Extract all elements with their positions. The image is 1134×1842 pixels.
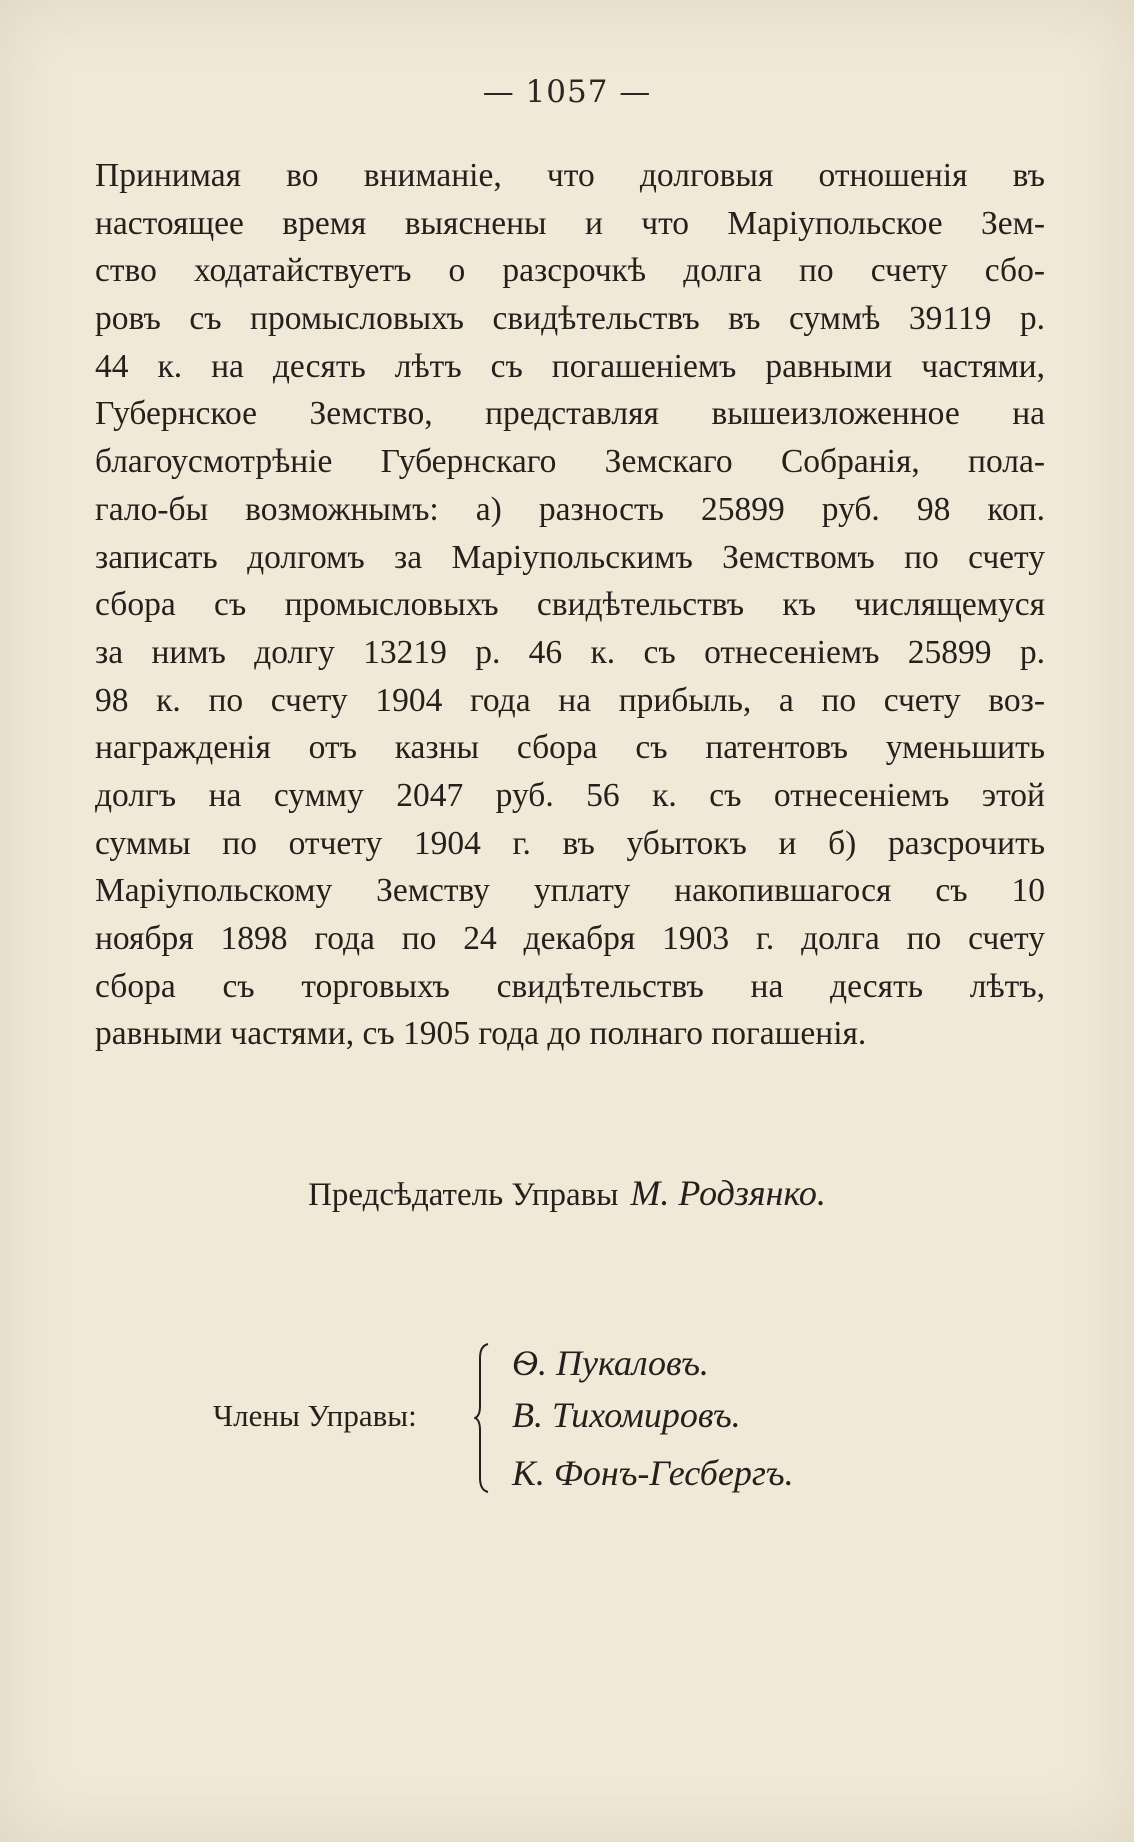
text-line: сбора съ торговыхъ свидѣтельствъ на десять лѣтъ, (95, 967, 1045, 1005)
text-line: ровъ съ промысловыхъ свидѣтельствъ въ суммѣ 39119 р. (95, 300, 1045, 338)
text-line: благоусмотрѣніе Губернскаго Земскаго Собранія, пола- (95, 443, 1045, 481)
text-line-last: равными частями, съ 1905 года до полнаго погашенія. (95, 1015, 867, 1053)
text-line: долгъ на сумму 2047 руб. 56 к. съ отнесеніемъ этой (95, 776, 1045, 814)
curly-brace-icon (474, 1342, 490, 1494)
chairman-title: Предсѣдатель Управы (308, 1177, 619, 1213)
text-line: Маріупольскому Земству уплату накопившагося съ 10 (95, 872, 1045, 910)
text-line: записать долгомъ за Маріупольскимъ Земствомъ по счету (95, 538, 1045, 576)
member-name: К. Фонъ-Гесбергъ. (512, 1453, 794, 1493)
text-line: награжденія отъ казны сбора съ патентовъ уменьшить (95, 729, 1045, 767)
member-name: В. Тихомировъ. (512, 1395, 741, 1435)
members-label: Члены Управы: (213, 1398, 417, 1433)
text-line: ство ходатайствуетъ о разсрочкѣ долга по счету сбо- (95, 252, 1045, 290)
text-line: за нимъ долгу 13219 р. 46 к. съ отнесеніемъ 25899 р. (95, 633, 1045, 671)
text-line: 44 к. на десять лѣтъ съ погашеніемъ равными частями, (95, 347, 1045, 385)
text-line: 98 к. по счету 1904 года на прибыль, а по счету воз- (95, 681, 1045, 719)
member-name: Ѳ. Пукаловъ. (512, 1343, 709, 1383)
body-paragraph (95, 152, 1045, 1058)
chairman-signature: М. Родзянко. (630, 1173, 826, 1213)
text-line: суммы по отчету 1904 г. въ убытокъ и б) разсрочить (95, 824, 1045, 862)
text-line: ноября 1898 года по 24 декабря 1903 г. долга по счету (95, 920, 1045, 957)
text-line: Губернское Земство, представляя вышеизложенное на (95, 395, 1045, 433)
page-number: — 1057 — (482, 74, 652, 110)
chairman-signature-block (0, 1172, 1134, 1214)
text-line: гало-бы возможнымъ: а) разность 25899 руб. 98 коп. (95, 490, 1045, 528)
text-line: сбора съ промысловыхъ свидѣтельствъ къ числящемуся (95, 586, 1045, 624)
text-line: Принимая во вниманіе, что долговыя отношенія въ (95, 157, 1045, 194)
text-line: настоящее время выяснены и что Маріупольское Зем- (95, 204, 1045, 242)
